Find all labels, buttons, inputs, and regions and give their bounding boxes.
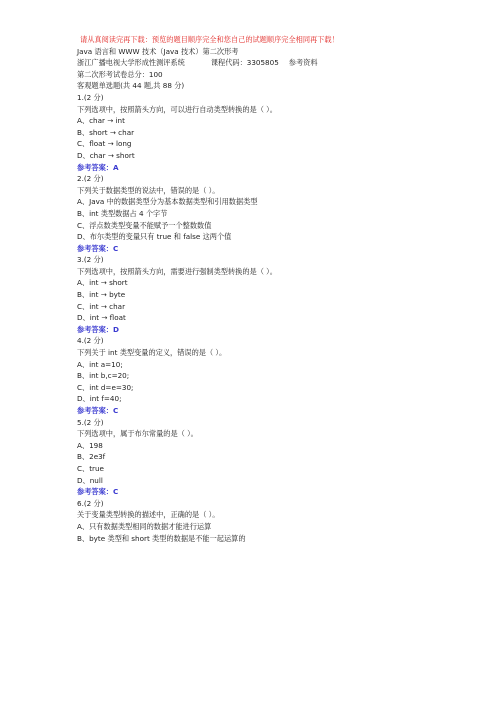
option-b: B、2e3f — [77, 452, 106, 462]
question-stem: 下列选项中，按照箭头方向，需要进行强制类型转换的是（ ）。 — [77, 266, 277, 276]
option-b: B、byte 类型和 short 类型的数据是不能一起运算的 — [77, 533, 246, 543]
option-b: B、short → char — [77, 127, 135, 137]
section-heading: 客观题单选题(共 44 题,共 88 分) — [77, 81, 185, 91]
option-c: C、int → char — [77, 301, 126, 311]
option-a: A、char → int — [77, 116, 125, 126]
option-b: B、int → byte — [77, 290, 126, 300]
meta-row — [77, 57, 417, 69]
question-stem: 关于变量类型转换的描述中，正确的是（ ）。 — [77, 510, 220, 520]
question-number: 5.(2 分) — [77, 417, 104, 427]
question-number: 6.(2 分) — [77, 498, 104, 508]
question-number: 1.(2 分) — [77, 92, 104, 102]
question-number: 3.(2 分) — [77, 255, 104, 265]
reference-answer: 参考答案：C — [77, 406, 119, 415]
total-score: 第二次形考试卷总分：100 — [77, 69, 163, 79]
question-stem: 下列选项中，按照箭头方向，可以进行自动类型转换的是（ ）。 — [77, 104, 277, 114]
question-block — [77, 335, 417, 416]
option-d: D、int → float — [77, 313, 126, 323]
document-content — [77, 34, 417, 544]
reference-answer: 参考答案：C — [77, 243, 119, 253]
question-block — [77, 173, 417, 254]
option-a: A、198 — [77, 440, 103, 450]
option-a: A、Java 中的数据类型分为基本数据类型和引用数据类型 — [77, 197, 258, 207]
option-d: D、char → short — [77, 150, 135, 160]
reference-label: 参考资料 — [288, 58, 318, 68]
option-c: C、float → long — [77, 139, 132, 149]
option-b: B、int 类型数据占 4 个字节 — [77, 208, 168, 218]
download-notice: 请从真阅读完再下载：预览的题目顺序完全和您自己的试题顺序完全相同再下载！ — [80, 35, 339, 44]
option-c: C、浮点数类型变量不能赋予一个整数数值 — [77, 220, 212, 230]
option-a: A、int a=10; — [77, 359, 123, 369]
option-b: B、int b,c=20; — [77, 371, 130, 381]
course-title: Java 语言和 WWW 技术（Java 技术）第二次形考 — [77, 46, 239, 56]
option-d: D、null — [77, 475, 103, 485]
school-name: 浙江广播电视大学形成性测评系统 — [77, 58, 185, 68]
reference-answer: 参考答案：C — [77, 487, 119, 497]
option-a: A、int → short — [77, 278, 128, 288]
question-stem: 下列选项中，属于布尔常量的是（ ）。 — [77, 429, 198, 439]
question-block — [77, 417, 417, 498]
option-d: D、int f=40; — [77, 394, 122, 404]
question-number: 4.(2 分) — [77, 336, 104, 346]
question-number: 2.(2 分) — [77, 174, 104, 184]
question-block — [77, 92, 417, 173]
question-stem: 下列关于 int 类型变量的定义，错误的是（ ）。 — [77, 348, 227, 358]
option-a: A、只有数据类型相同的数据才能进行运算 — [77, 521, 212, 531]
question-block — [77, 498, 417, 544]
reference-answer: 参考答案：A — [77, 162, 119, 172]
reference-answer: 参考答案：D — [77, 324, 119, 334]
option-d: D、布尔类型的变量只有 true 和 false 这两个值 — [77, 232, 232, 242]
question-block — [77, 254, 417, 335]
question-stem: 下列关于数据类型的说法中，错误的是（ ）。 — [77, 185, 220, 195]
option-c: C、true — [77, 463, 104, 473]
course-code: 课程代码：3305805 — [210, 58, 279, 68]
option-c: C、int d=e=30; — [77, 382, 134, 392]
